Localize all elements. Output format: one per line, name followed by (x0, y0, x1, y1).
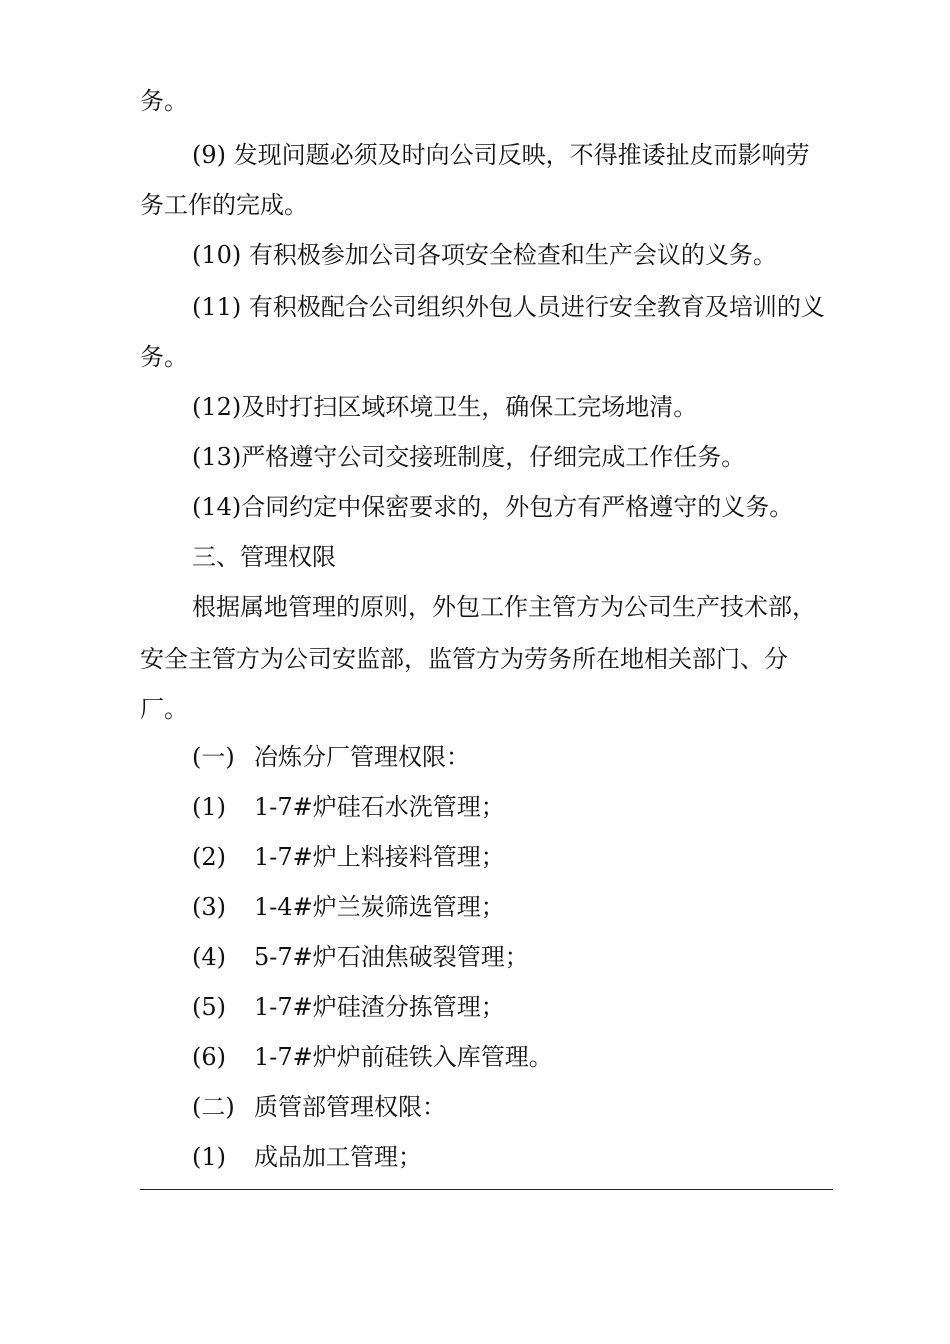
paragraph-line: 厂。 (140, 695, 188, 723)
paragraph-line: 务。 (140, 343, 188, 371)
list-item-number: (1) (192, 793, 226, 821)
list-item-text: 1-7#炉硅石水洗管理； (254, 793, 505, 821)
paragraph-line: (10) 有积极参加公司各项安全检查和生产会议的义务。 (192, 241, 777, 269)
list-item-number: (2) (192, 843, 226, 871)
subsection-title: 质管部管理权限： (254, 1093, 446, 1121)
list-item (192, 792, 505, 822)
list-item (192, 892, 505, 922)
subsection-title: 冶炼分厂管理权限： (254, 743, 470, 771)
list-item-text: 1-4#炉兰炭筛选管理； (254, 893, 505, 921)
paragraph-line: (14)合同约定中保密要求的，外包方有严格遵守的义务。 (192, 493, 794, 521)
list-item (192, 992, 505, 1022)
list-item-number: (5) (192, 993, 226, 1021)
list-item-text: 1-7#炉硅渣分拣管理； (254, 993, 505, 1021)
paragraph-line: 务工作的完成。 (140, 191, 308, 219)
list-item-number: (4) (192, 943, 226, 971)
subsection-number: (二) (192, 1093, 235, 1121)
list-item (192, 942, 529, 972)
list-item-text: 5-7#炉石油焦破裂管理； (254, 943, 529, 971)
list-item-text: 1-7#炉上料接料管理； (254, 843, 505, 871)
list-item-number: (3) (192, 893, 226, 921)
section-heading: 三、管理权限 (192, 543, 336, 571)
list-item (192, 1142, 422, 1172)
paragraph-line: (12)及时打扫区域环境卫生，确保工完场地清。 (192, 393, 698, 421)
list-item-text: 1-7#炉炉前硅铁入库管理。 (254, 1043, 553, 1071)
subsection-number: (一) (192, 743, 235, 771)
paragraph-line: (9) 发现问题必须及时向公司反映，不得推诿扯皮而影响劳 (192, 141, 810, 169)
paragraph-line: 根据属地管理的原则，外包工作主管方为公司生产技术部， (192, 593, 816, 621)
paragraph-line: (11) 有积极配合公司组织外包人员进行安全教育及培训的义 (192, 293, 825, 321)
list-item (192, 1042, 553, 1072)
footer-divider (140, 1189, 833, 1190)
subsection-heading (192, 742, 470, 772)
subsection-heading (192, 1092, 446, 1122)
list-item-text: 成品加工管理； (254, 1143, 422, 1171)
list-item (192, 842, 505, 872)
paragraph-line: 务。 (140, 87, 188, 115)
list-item-number: (1) (192, 1143, 226, 1171)
list-item-number: (6) (192, 1043, 226, 1071)
paragraph-line: 安全主管方为公司安监部，监管方为劳务所在地相关部门、分 (140, 645, 788, 673)
paragraph-line: (13)严格遵守公司交接班制度，仔细完成工作任务。 (192, 443, 746, 471)
